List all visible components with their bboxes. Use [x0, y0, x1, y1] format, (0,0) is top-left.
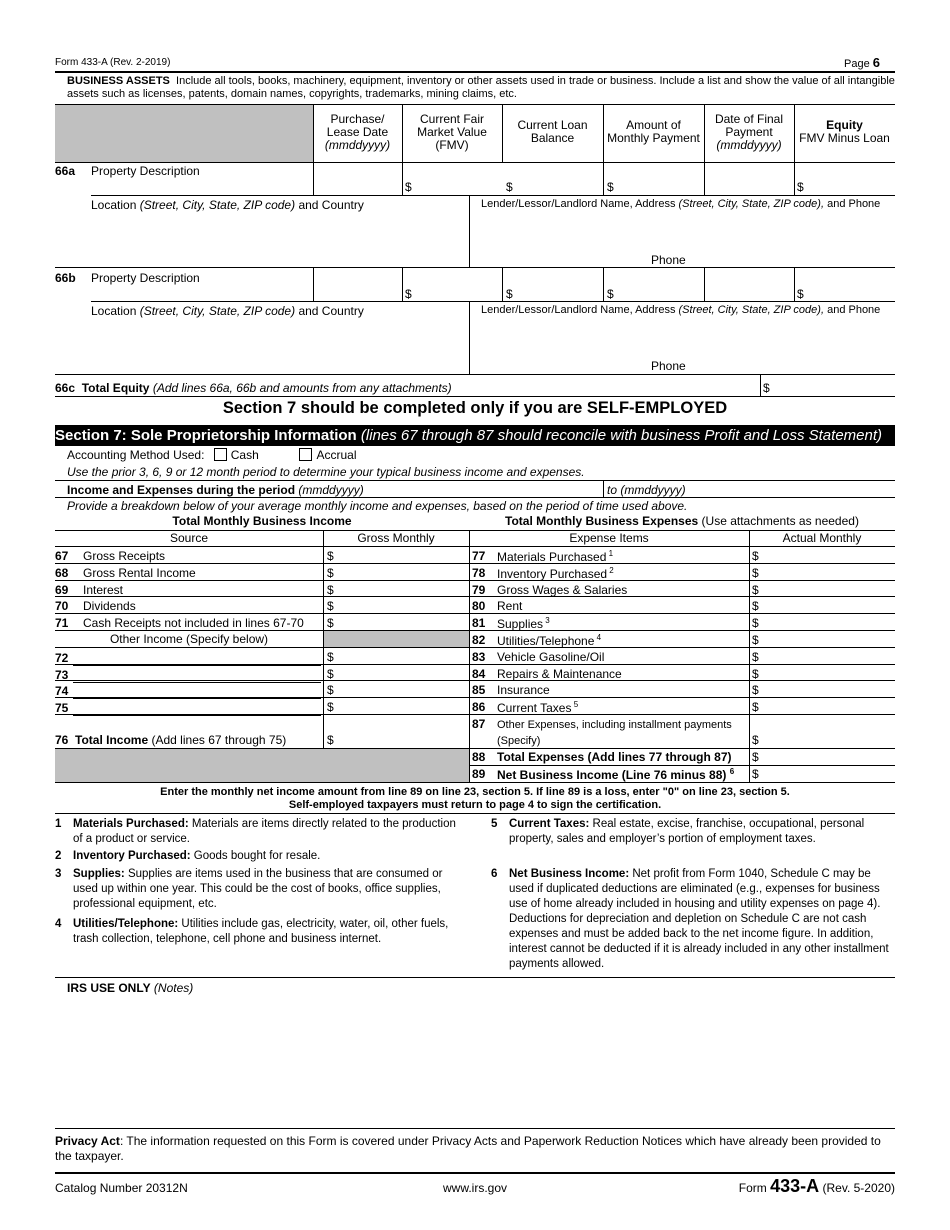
col-monthly-payment: Amount of Monthly Payment [607, 118, 700, 145]
footnote-number: 3 [55, 868, 62, 880]
footnote-text: Net profit from Form 1040, Schedule C may be used if duplicated deductions are eliminated (e.g., expenses for business use of home already included in housing and utility expenses on page 4). Deductions for depreciation and depletion on Schedule C are not cash expenses and must be added back to the net income figure. In addition, interest cannot be deducted if it is already included in any other installment payments allowed. [509, 868, 889, 970]
asset-header-shade [55, 105, 313, 162]
gross-monthly-field[interactable]: $ [327, 650, 334, 664]
expense-label-text: Current Taxes [497, 701, 572, 715]
income-row-label: Cash Receipts not included in lines 67-70 [83, 616, 304, 630]
row-87-num: 87 [472, 717, 486, 731]
gross-monthly-field[interactable]: $ [327, 549, 334, 563]
net-income-label: Net Business Income (Line 76 minus 88) $^6$ [497, 767, 735, 782]
other-income-shade [324, 631, 469, 647]
actual-monthly-field[interactable]: $ [752, 633, 759, 647]
expense-row-num: 78 [472, 566, 486, 580]
specify-line[interactable] [73, 698, 321, 699]
col-final-payment: Date of Final Payment (mmddyyyy) [714, 112, 784, 152]
expense-row-num: 80 [472, 599, 486, 613]
accrual-checkbox[interactable] [299, 448, 312, 461]
gross-monthly-field[interactable]: $ [327, 700, 334, 714]
expense-row-label [497, 633, 601, 648]
footnote-text: Goods bought for resale. [190, 850, 321, 862]
footnote-title: Inventory Purchased: [73, 850, 191, 862]
catalog-number: Catalog Number 20312N [55, 1181, 188, 1195]
expense-row-num: 77 [472, 549, 486, 563]
footnote-title: Utilities/Telephone: [73, 918, 179, 930]
gross-monthly-field[interactable]: $ [327, 566, 334, 580]
actual-monthly-field[interactable]: $ [752, 583, 759, 597]
col-source: Source [169, 531, 209, 545]
period-to-field[interactable]: to (mmddyyyy) [607, 483, 686, 497]
lender-label-66b[interactable]: Lender/Lessor/Landlord Name, Address (Street, City, State, ZIP code), and Phone [481, 304, 881, 316]
gross-monthly-field[interactable]: $ [327, 583, 334, 597]
footnote-number: 6 [491, 868, 498, 880]
period-note: Use the prior 3, 6, 9 or 12 month period to determine your typical business income and expenses. [67, 465, 585, 479]
footnote-text: Utilities include gas, electricity, water, oil, other fuels, trash collection, telephone, cell phone and business internet. [73, 918, 449, 945]
phone-label-66b[interactable]: Phone [651, 359, 686, 373]
expense-row-num: 79 [472, 583, 486, 597]
location-label-66b[interactable]: Location (Street, City, State, ZIP code) and Country [91, 304, 364, 318]
period-from-field[interactable]: Income and Expenses during the period (mmddyyyy) [67, 483, 364, 497]
self-employed-note: Section 7 should be completed only if you are SELF-EMPLOYED [222, 399, 728, 417]
expense-row-num: 82 [472, 633, 486, 647]
actual-monthly-field[interactable]: $ [752, 700, 759, 714]
expense-label-text: Insurance [497, 683, 550, 697]
income-heading: Total Monthly Business Income [172, 514, 352, 528]
expense-row-label [497, 650, 604, 664]
row-88-num: 88 [472, 750, 486, 764]
expense-row-num: 86 [472, 700, 486, 714]
income-row-num: 67 [55, 549, 69, 563]
footnote-ref: 2 [607, 566, 614, 575]
footnote-text: Supplies are items used in the business that are consumed or used up within one year. This could be the cost of books, office supplies, professional equipment, etc. [73, 868, 443, 910]
footnote-ref: 3 [543, 616, 550, 625]
form-page [55, 0, 895, 1230]
other-income-label: Other Income (Specify below) [109, 632, 269, 646]
other-income-row-num: 73 [55, 668, 69, 682]
expense-row-label [497, 616, 550, 631]
expense-label-text: Supplies [497, 617, 544, 631]
income-row-label: Gross Rental Income [83, 566, 196, 580]
expense-row-label [497, 667, 622, 681]
cash-checkbox[interactable] [214, 448, 227, 461]
row-66a: 66a [55, 164, 76, 178]
other-expenses-field[interactable]: $ [752, 733, 759, 747]
actual-monthly-field[interactable]: $ [752, 549, 759, 563]
loan-field-66a[interactable]: $ [506, 180, 513, 194]
accounting-method: Accounting Method Used: Cash Accrual [67, 448, 357, 462]
expense-row-num: 83 [472, 650, 486, 664]
expense-heading: Total Monthly Business Expenses (Use attachments as needed) [505, 514, 859, 528]
equity-field-66b[interactable]: $ [797, 287, 804, 301]
location-label-66a[interactable]: Location (Street, City, State, ZIP code) and Country [91, 198, 364, 212]
footnote-text: Materials are items directly related to the production of a product or service. [73, 818, 456, 845]
footnote-number: 5 [491, 818, 498, 830]
expense-label-text: Gross Wages & Salaries [497, 583, 628, 597]
specify-line[interactable] [73, 665, 321, 666]
expense-row-label [497, 549, 613, 564]
actual-monthly-field[interactable]: $ [752, 566, 759, 580]
row-66b: 66b [55, 271, 76, 285]
footnote-ref: 4 [594, 633, 602, 642]
expense-row-label [497, 566, 614, 581]
other-income-row-num: 74 [55, 684, 69, 698]
gross-monthly-field[interactable]: $ [327, 683, 334, 697]
expense-row-label [497, 700, 578, 715]
expense-label-text: Materials Purchased [497, 550, 607, 564]
actual-monthly-field[interactable]: $ [752, 599, 759, 613]
other-expenses-label: Other Expenses, including installment payments (Specify) [497, 719, 732, 747]
expense-label-text: Vehicle Gasoline/Oil [497, 650, 605, 664]
business-assets-intro: BUSINESS ASSETS Include all tools, books, machinery, equipment, inventory or other assets used in trade or business. Include a list and show the value of all intangible assets such as licenses, patents, domain names, copyrights, trademarks, mining claims, etc. [67, 75, 895, 100]
totals-shade [55, 749, 469, 782]
col-expense-items: Expense Items [569, 531, 649, 545]
specify-line[interactable] [73, 715, 321, 716]
expense-row-num: 85 [472, 683, 486, 697]
actual-monthly-field[interactable]: $ [752, 616, 759, 630]
total-income-field[interactable]: $ [327, 733, 334, 747]
income-row-num: 69 [55, 583, 69, 597]
fmv-field-66b[interactable]: $ [405, 287, 412, 301]
footnote-title: Current Taxes: [509, 818, 590, 830]
actual-monthly-field[interactable]: $ [752, 683, 759, 697]
footnote-number: 4 [55, 918, 62, 930]
total-equity-row: 66c Total Equity (Add lines 66a, 66b and amounts from any attachments) [55, 381, 452, 395]
page-number: Page 6 [844, 55, 880, 70]
other-income-row-num: 75 [55, 701, 69, 715]
col-loan-balance: Current Loan Balance [517, 118, 588, 145]
income-row-label: Dividends [83, 599, 136, 613]
col-purchase-date: Purchase/ Lease Date (mmddyyyy) [324, 112, 391, 152]
expense-label-text: Repairs & Maintenance [497, 667, 622, 681]
fmv-field-66a[interactable]: $ [405, 180, 412, 194]
footnote-ref: 5 [571, 700, 579, 709]
footnote-title: Supplies: [73, 868, 125, 880]
gross-monthly-field[interactable]: $ [327, 667, 334, 681]
irs-use-only[interactable]: IRS USE ONLY (Notes) [67, 981, 194, 995]
footnote-number: 1 [55, 818, 62, 830]
footnote-number: 2 [55, 850, 62, 862]
actual-monthly-field[interactable]: $ [752, 650, 759, 664]
other-income-row-num: 72 [55, 651, 69, 665]
actual-monthly-field[interactable]: $ [752, 667, 759, 681]
expense-label-text: Inventory Purchased [497, 567, 608, 581]
income-row-num: 71 [55, 616, 69, 630]
col-actual-monthly: Actual Monthly [782, 531, 862, 545]
form-number: Form 433-A (Rev. 5-2020) [738, 1176, 895, 1196]
specify-line[interactable] [73, 682, 321, 683]
expense-label-text: Rent [497, 599, 523, 613]
footnote-title: Materials Purchased: [73, 818, 189, 830]
income-row-label: Interest [83, 583, 124, 597]
section7-header: Section 7: Sole Proprietorship Information (lines 67 through 87 should reconcile with business Profit and Loss Statement) [55, 425, 895, 446]
gross-monthly-field[interactable]: $ [327, 599, 334, 613]
footnote-title: Net Business Income: [509, 868, 630, 880]
payment-field-66a[interactable]: $ [607, 180, 614, 194]
expense-label-text: Utilities/Telephone [497, 634, 595, 648]
expense-row-label [497, 599, 522, 613]
total-income-label: 76 Total Income (Add lines 67 through 75) [55, 733, 287, 747]
breakdown-note: Provide a breakdown below of your average monthly income and expenses, based on the period of time used above. [67, 499, 688, 513]
col-gross-monthly: Gross Monthly [357, 531, 435, 545]
col-fmv: Current Fair Market Value (FMV) [417, 112, 487, 152]
form-revision: Form 433-A (Rev. 2-2019) [55, 57, 171, 68]
expense-row-label [497, 683, 550, 697]
income-row-label: Gross Receipts [83, 549, 166, 563]
net-income-instructions: Enter the monthly net income amount from line 89 on line 23, section 5. If line 89 is a loss, enter "0" on line 23, section 5. Self-employed taxpayers must return to page 4 to sign the certification. [160, 786, 790, 811]
expense-row-num: 81 [472, 616, 486, 630]
footnote-ref: 1 [606, 549, 614, 558]
total-expenses-label: Total Expenses (Add lines 77 through 87) [497, 750, 732, 764]
footnote-text: Real estate, excise, franchise, occupational, personal property, sales and employer’s portion of employment taxes. [509, 818, 865, 845]
lender-label-66a[interactable]: Lender/Lessor/Landlord Name, Address (Street, City, State, ZIP code), and Phone [481, 198, 881, 210]
income-row-num: 68 [55, 566, 69, 580]
col-equity: Equity FMV Minus Loan [799, 118, 890, 145]
net-income-field[interactable]: $ [752, 767, 759, 781]
equity-field-66a[interactable]: $ [797, 180, 804, 194]
total-equity-field[interactable]: $ [763, 381, 770, 395]
privacy-act: Privacy Act: The information requested on this Form is covered under Privacy Acts and Paperwork Reduction Notices which have already been provided to the taxpayer. [55, 1134, 881, 1163]
payment-field-66b[interactable]: $ [607, 287, 614, 301]
website: www.irs.gov [442, 1181, 507, 1195]
expense-row-label [497, 583, 627, 597]
row-89-num: 89 [472, 767, 486, 781]
property-description-66a[interactable]: Property Description [91, 164, 200, 178]
income-row-num: 70 [55, 599, 69, 613]
property-description-66b[interactable]: Property Description [91, 271, 200, 285]
loan-field-66b[interactable]: $ [506, 287, 513, 301]
gross-monthly-field[interactable]: $ [327, 616, 334, 630]
total-expenses-field[interactable]: $ [752, 750, 759, 764]
phone-label-66a[interactable]: Phone [651, 253, 686, 267]
expense-row-num: 84 [472, 667, 486, 681]
